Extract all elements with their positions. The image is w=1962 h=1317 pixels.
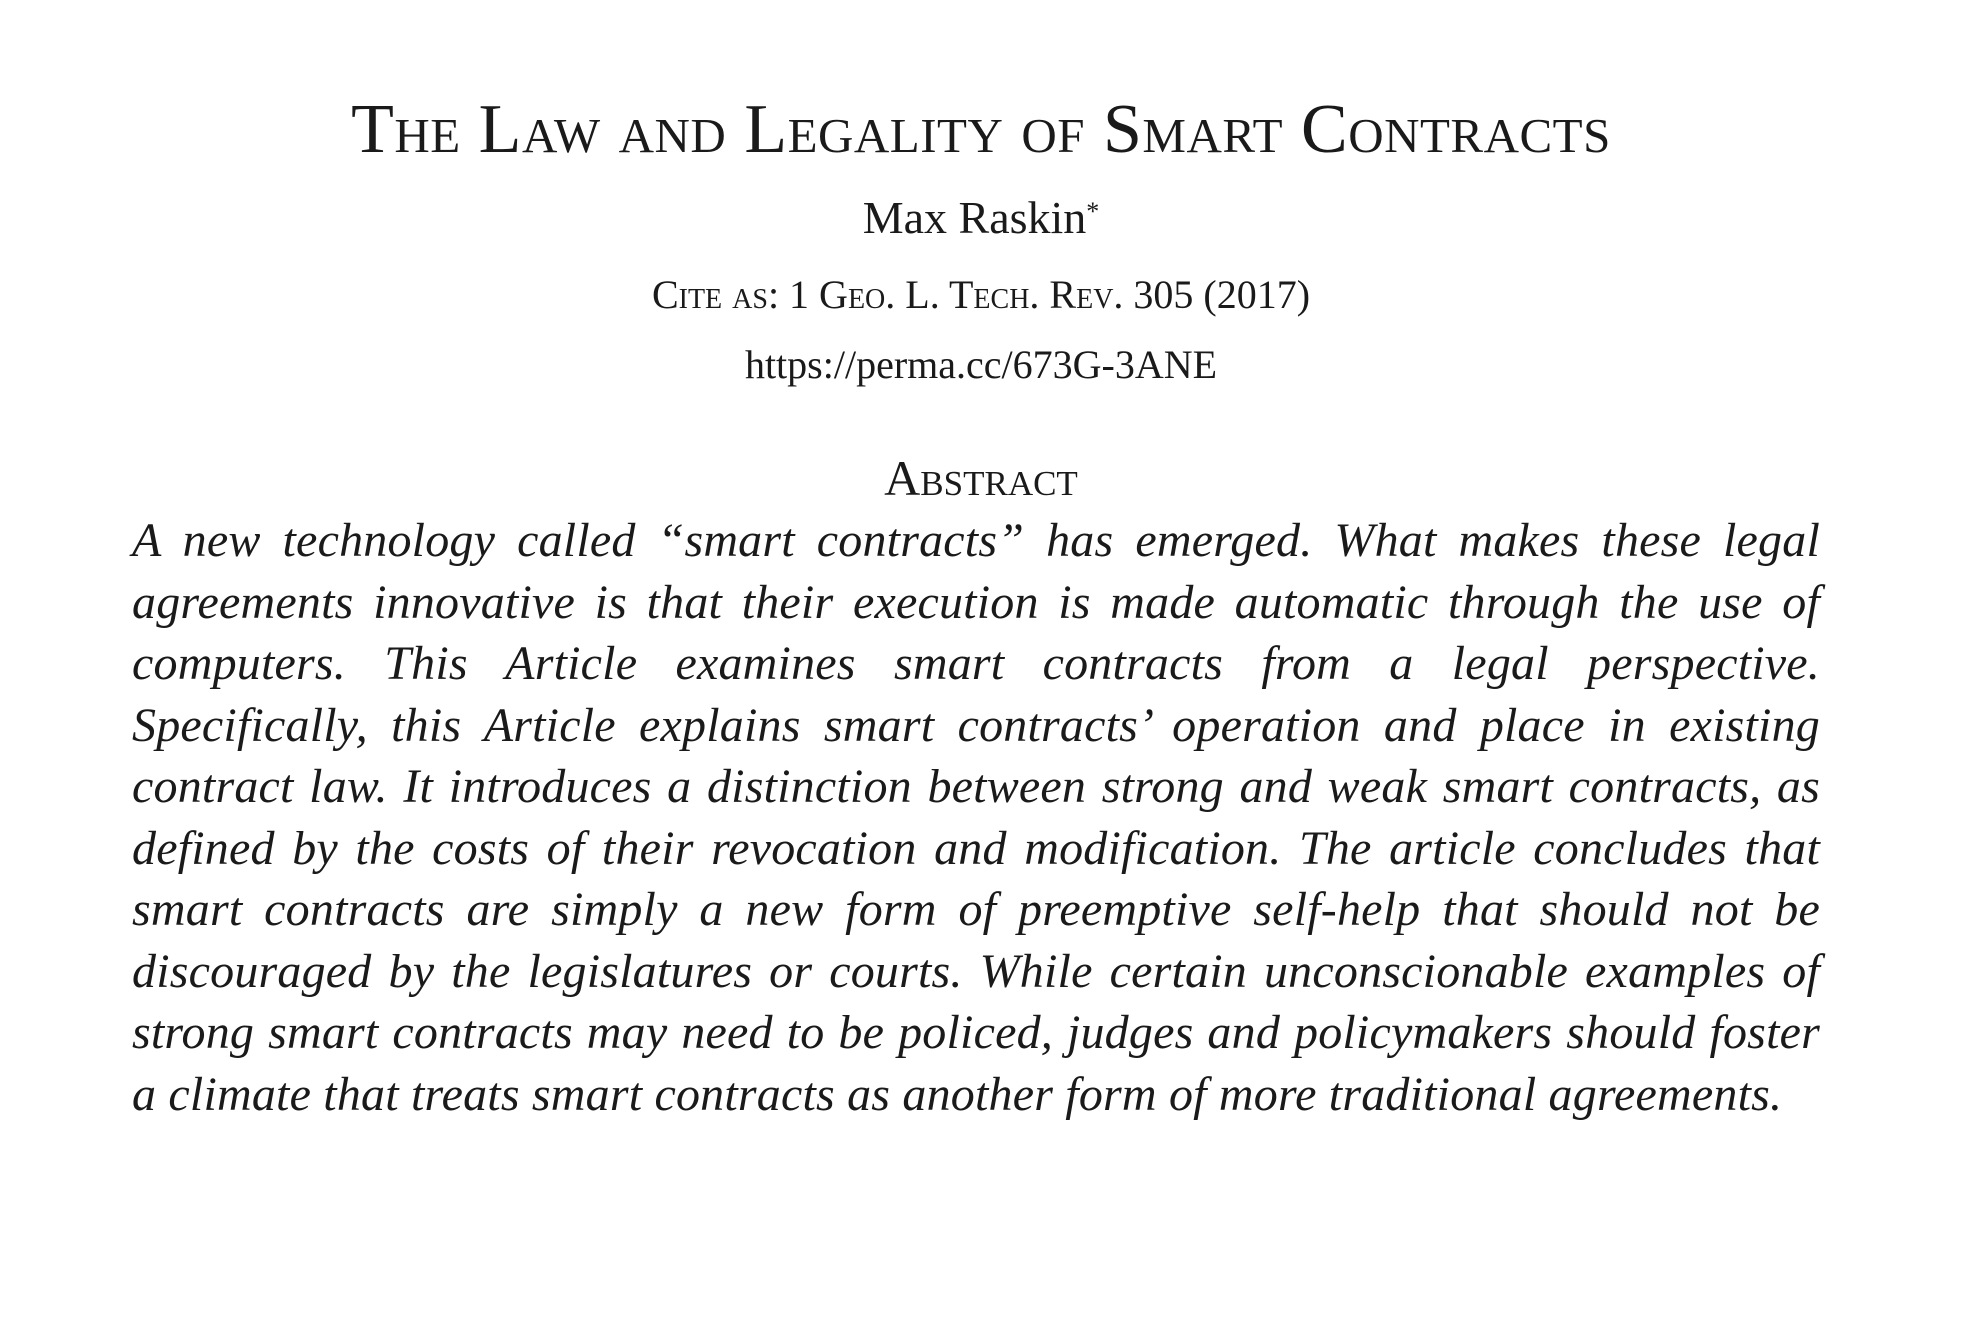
author-line [0, 190, 1962, 246]
author-footnote-mark: * [1086, 197, 1100, 226]
abstract-heading: Abstract [884, 450, 1078, 506]
abstract-body: A new technology called “smart contracts” has emerged. What makes these legal agreements innovative is that their execution is made automatic through the use of computers. This Article examines smart contracts from a legal perspective. Specifically, this Article explains smart contracts’ operation and place in existing contract law. It introduces a distinction between strong and weak smart contracts, as defined by the costs of their revocation and modification. The article concludes that smart contracts are simply a new form of preemptive self-help that should not be discouraged by the legislatures or courts. While certain unconscionable examples of strong smart contracts may need to be policed, judges and policymakers should foster a climate that treats smart contracts as another form of more traditional agreements. [132, 514, 1820, 1121]
paper-title: The Law and Legality of Smart Contracts [351, 91, 1611, 168]
citation: Cite as: 1 Geo. L. Tech. Rev. 305 (2017) [651, 272, 1311, 317]
author-name: Max Raskin [862, 192, 1087, 243]
permalink: https://perma.cc/673G-3ANE [744, 342, 1218, 387]
